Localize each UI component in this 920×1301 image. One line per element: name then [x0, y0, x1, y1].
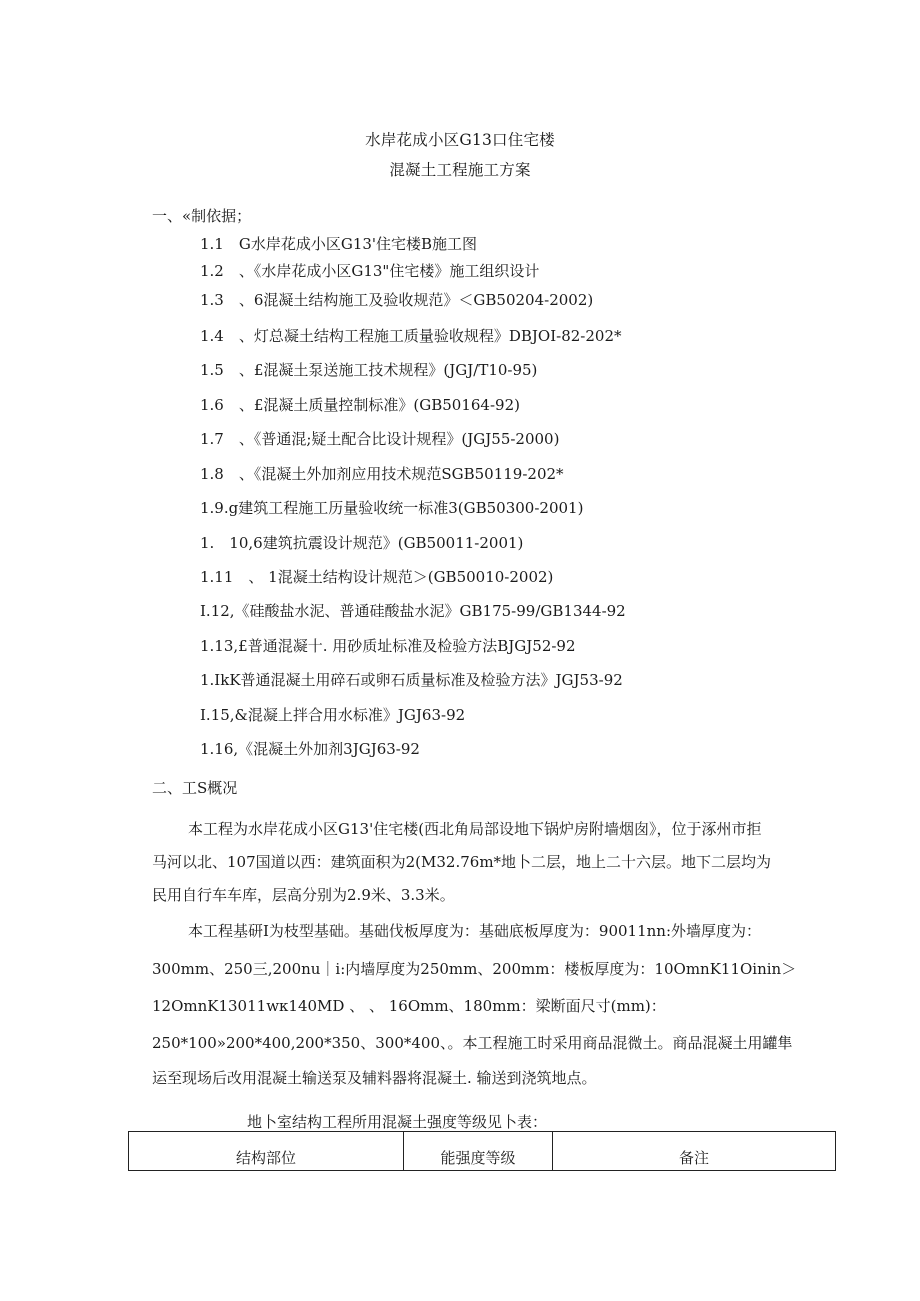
header-strength-grade: 能强度等级: [404, 1132, 553, 1171]
reference-item: I.15,&混凝上拌合用水标准》JGJ63-92: [200, 706, 466, 724]
document-title-line1: 水岸花成小区G13口住宅楼: [365, 131, 555, 149]
reference-item: 1.5 、£混凝土泵送施工技术规程》(JGJ/T10-95): [200, 361, 538, 379]
foundation-paragraph-line: 本工程基研I为枝型基础。基础伐板厚度为：基础底板厚度为：90011nn:外墙厚度为：: [188, 922, 762, 940]
overview-paragraph-line: 本工程为水岸花成小区G13'住宅楼(西北角局部设地下锅炉房附墙烟囱》，位于涿州市拒: [188, 820, 762, 838]
document-title-line2: 混凝土工程施工方案: [389, 161, 531, 179]
reference-item: I.12,《硅酸盐水泥、普通硅酸盐水泥》GB175-99/GB1344-92: [200, 602, 626, 620]
section2-heading: 二、工S概况: [152, 779, 238, 797]
concrete-grade-table: [128, 1131, 836, 1171]
reference-item: 1.9.g建筑工程施工历量验收统一标准3(GB50300-2001): [200, 499, 584, 517]
reference-item: 1.16,《混凝土外加剂3JGJ63-92: [200, 740, 420, 758]
section1-heading: 一、«制依据；: [152, 207, 252, 225]
overview-paragraph-line: 民用自行车车库，层高分别为2.9米、3.3米。: [152, 886, 455, 904]
header-structure-part: 结构部位: [129, 1132, 404, 1171]
table-header-row: [129, 1132, 836, 1171]
header-remarks: 备注: [553, 1132, 836, 1171]
reference-item: 1. 10,6建筑抗震设计规范》(GB50011-2001): [200, 534, 524, 552]
foundation-paragraph-line: 250*100»200*400,200*350、300*400、。本工程施工时采用商品混微土。商品混凝土用罐隼: [152, 1034, 793, 1052]
reference-item: 1.4 、灯总凝土结构工程施工质量验收规程》DBJOI-82-202*: [200, 327, 622, 345]
reference-item: 1.6 、£混凝土质量控制标准》(GB50164-92): [200, 396, 520, 414]
foundation-paragraph-line: 运至现场后改用混凝土输送泵及辅料器将混凝土. 输送到浇筑地点。: [152, 1069, 597, 1087]
foundation-paragraph-line: 300mm、250三,200nu｜i:内墙厚度为250mm、200mm：楼板厚度为：10OmnK11Oinin＞: [152, 960, 797, 978]
reference-item: 1.7 、《普通混;疑土配合比设计规程》(JGJ55-2000): [200, 430, 560, 448]
reference-item: 1.11 、 1混凝土结构设计规范＞(GB50010-2002): [200, 568, 554, 586]
reference-item: 1.13,£普通混凝十. 用砂质址标准及检验方法BJGJ52-92: [200, 637, 576, 655]
table-caption: 地卜室结构工程所用混凝土强度等级见卜表：: [247, 1113, 548, 1131]
reference-item: 1.IkK普通混凝土用碎石或卵石质量标准及检验方法》JGJ53-92: [200, 671, 623, 689]
reference-item: 1.3 、6混凝土结构施工及验收规范》＜GB50204-2002): [200, 291, 594, 309]
overview-paragraph-line: 马河以北、107国道以西：建筑面积为2(M32.76m*地卜二层，地上二十六层。地下二层均为: [152, 853, 772, 871]
reference-item: 1.1 G水岸花成小区G13'住宅楼B施工图: [200, 235, 478, 253]
foundation-paragraph-line: 12OmnK13011wκ140MD 、 、 16Omm、180mm：梁断面尺寸(mm)：: [152, 997, 666, 1015]
reference-item: 1.8 、《混凝土外加剂应用技术规范SGB50119-202*: [200, 465, 564, 483]
reference-item: 1.2 、《水岸花成小区G13"住宅楼》施工组织设计: [200, 262, 540, 280]
